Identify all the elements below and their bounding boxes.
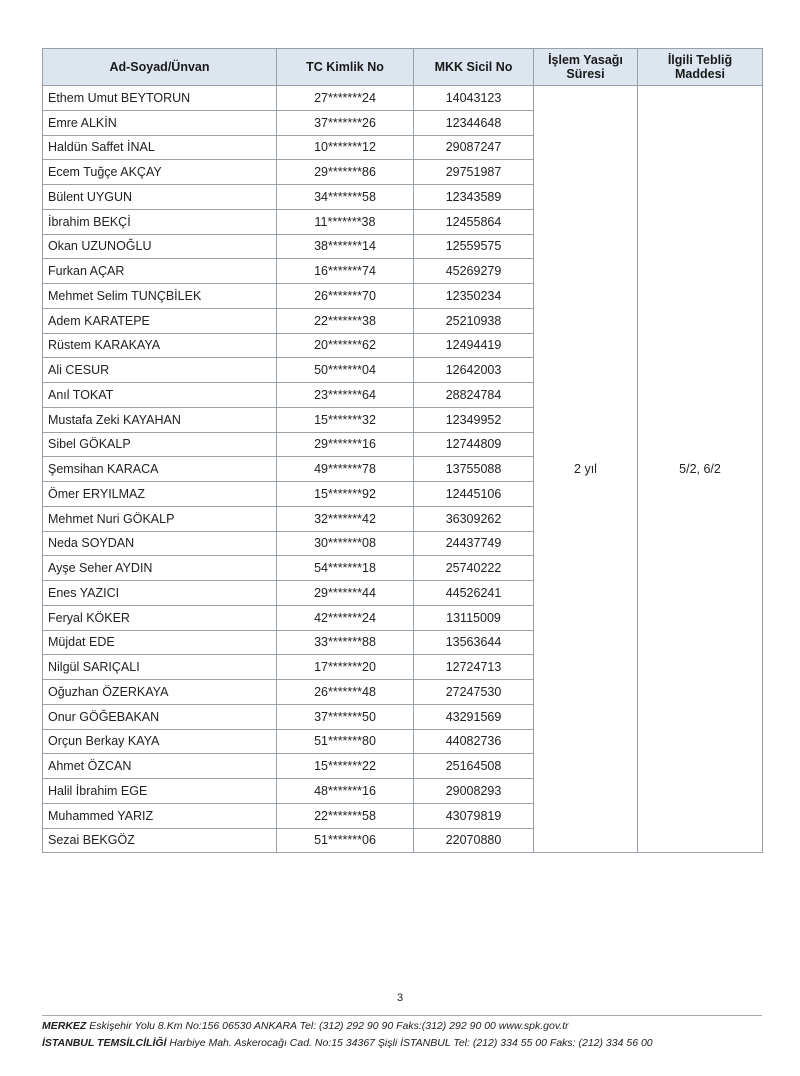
tc-id-number: 26*******48 <box>277 680 414 705</box>
person-name: Furkan AÇAR <box>43 259 277 284</box>
person-name: Orçun Berkay KAYA <box>43 729 277 754</box>
mkk-registry-number: 12724713 <box>414 655 534 680</box>
person-name: Ahmet ÖZCAN <box>43 754 277 779</box>
person-name: Mustafa Zeki KAYAHAN <box>43 407 277 432</box>
header-ban-duration <box>534 49 638 86</box>
tc-id-number: 34*******58 <box>277 185 414 210</box>
header-article-line2: Maddesi <box>674 67 725 81</box>
mkk-registry-number: 24437749 <box>414 531 534 556</box>
table-header-row <box>43 49 763 86</box>
person-name: Adem KARATEPE <box>43 308 277 333</box>
header-article-line1: İlgili Tebliğ <box>667 53 733 67</box>
footer-istanbul-office <box>42 1037 653 1049</box>
tc-id-number: 50*******04 <box>277 358 414 383</box>
tc-id-number: 51*******80 <box>277 729 414 754</box>
person-name: Bülent UYGUN <box>43 185 277 210</box>
mkk-registry-number: 28824784 <box>414 383 534 408</box>
footer-istanbul-label: İSTANBUL TEMSİLCİLİĞİ <box>42 1037 167 1049</box>
person-name: Onur GÖĞEBAKAN <box>43 704 277 729</box>
mkk-registry-number: 43079819 <box>414 803 534 828</box>
person-name: Emre ALKİN <box>43 110 277 135</box>
mkk-registry-number: 29087247 <box>414 135 534 160</box>
tc-id-number: 20*******62 <box>277 333 414 358</box>
person-name: Mehmet Selim TUNÇBİLEK <box>43 284 277 309</box>
person-name: Ömer ERYILMAZ <box>43 482 277 507</box>
header-article <box>638 49 763 86</box>
mkk-registry-number: 44526241 <box>414 581 534 606</box>
tc-id-number: 23*******64 <box>277 383 414 408</box>
mkk-registry-number: 44082736 <box>414 729 534 754</box>
tc-id-number: 54*******18 <box>277 556 414 581</box>
mkk-registry-number: 45269279 <box>414 259 534 284</box>
mkk-registry-number: 25164508 <box>414 754 534 779</box>
person-name: Ecem Tuğçe AKÇAY <box>43 160 277 185</box>
person-name: Neda SOYDAN <box>43 531 277 556</box>
person-name: Haldün Saffet İNAL <box>43 135 277 160</box>
tc-id-number: 11*******38 <box>277 209 414 234</box>
mkk-registry-number: 14043123 <box>414 86 534 111</box>
tc-id-number: 33*******88 <box>277 630 414 655</box>
mkk-registry-number: 12494419 <box>414 333 534 358</box>
person-name: Rüstem KARAKAYA <box>43 333 277 358</box>
person-name: Sibel GÖKALP <box>43 432 277 457</box>
footer-headquarters <box>42 1020 569 1032</box>
person-name: Muhammed YARIZ <box>43 803 277 828</box>
tc-id-number: 15*******22 <box>277 754 414 779</box>
tc-id-number: 26*******70 <box>277 284 414 309</box>
mkk-registry-number: 12642003 <box>414 358 534 383</box>
tc-id-number: 37*******50 <box>277 704 414 729</box>
tc-id-number: 32*******42 <box>277 506 414 531</box>
tc-id-number: 15*******92 <box>277 482 414 507</box>
tc-id-number: 27*******24 <box>277 86 414 111</box>
tc-id-number: 48*******16 <box>277 779 414 804</box>
person-name: Nilgül SARIÇALI <box>43 655 277 680</box>
mkk-registry-number: 12350234 <box>414 284 534 309</box>
person-name: Oğuzhan ÖZERKAYA <box>43 680 277 705</box>
tc-id-number: 22*******38 <box>277 308 414 333</box>
person-name: Halil İbrahim EGE <box>43 779 277 804</box>
person-name: Okan UZUNOĞLU <box>43 234 277 259</box>
mkk-registry-number: 43291569 <box>414 704 534 729</box>
mkk-registry-number: 25210938 <box>414 308 534 333</box>
tc-id-number: 29*******44 <box>277 581 414 606</box>
tc-id-number: 51*******06 <box>277 828 414 853</box>
ban-duration-cell: 2 yıl <box>534 86 638 853</box>
tc-id-number: 22*******58 <box>277 803 414 828</box>
mkk-registry-number: 25740222 <box>414 556 534 581</box>
table-body <box>43 86 763 853</box>
mkk-registry-number: 12344648 <box>414 110 534 135</box>
tc-id-number: 10*******12 <box>277 135 414 160</box>
footer-hq-address: Eskişehir Yolu 8.Km No:156 06530 ANKARA Tel: (312) 292 90 90 Faks:(312) 292 90 00 www.spk.gov.tr <box>86 1020 569 1032</box>
tc-id-number: 49*******78 <box>277 457 414 482</box>
tc-id-number: 42*******24 <box>277 605 414 630</box>
article-cell: 5/2, 6/2 <box>638 86 763 853</box>
mkk-registry-number: 13755088 <box>414 457 534 482</box>
page-number: 3 <box>396 992 404 1004</box>
footer-divider <box>42 1015 762 1016</box>
footer-istanbul-address: Harbiye Mah. Askerocağı Cad. No:15 34367 Şişli İSTANBUL Tel: (212) 334 55 00 Faks: (212) 334 56 00 <box>166 1037 653 1049</box>
mkk-registry-number: 12455864 <box>414 209 534 234</box>
mkk-registry-number: 27247530 <box>414 680 534 705</box>
mkk-registry-number: 36309262 <box>414 506 534 531</box>
person-name: Ethem Umut BEYTORUN <box>43 86 277 111</box>
mkk-registry-number: 12559575 <box>414 234 534 259</box>
mkk-registry-number: 22070880 <box>414 828 534 853</box>
tc-id-number: 17*******20 <box>277 655 414 680</box>
table-row <box>43 86 763 111</box>
tc-id-number: 30*******08 <box>277 531 414 556</box>
person-name: İbrahim BEKÇİ <box>43 209 277 234</box>
header-name: Ad-Soyad/Ünvan <box>43 49 277 86</box>
mkk-registry-number: 13115009 <box>414 605 534 630</box>
tc-id-number: 16*******74 <box>277 259 414 284</box>
person-name: Anıl TOKAT <box>43 383 277 408</box>
mkk-registry-number: 12744809 <box>414 432 534 457</box>
mkk-registry-number: 29008293 <box>414 779 534 804</box>
footer-hq-label: MERKEZ <box>42 1020 87 1032</box>
tc-id-number: 38*******14 <box>277 234 414 259</box>
tc-id-number: 29*******16 <box>277 432 414 457</box>
tc-id-number: 29*******86 <box>277 160 414 185</box>
mkk-registry-number: 12445106 <box>414 482 534 507</box>
person-name: Ayşe Seher AYDIN <box>43 556 277 581</box>
mkk-registry-number: 29751987 <box>414 160 534 185</box>
header-mkk-no: MKK Sicil No <box>414 49 534 86</box>
mkk-registry-number: 13563644 <box>414 630 534 655</box>
header-ban-line1: İşlem Yasağı <box>548 53 623 67</box>
person-name: Ali CESUR <box>43 358 277 383</box>
header-tc-id: TC Kimlik No <box>277 49 414 86</box>
sanctions-table <box>42 48 763 853</box>
tc-id-number: 15*******32 <box>277 407 414 432</box>
person-name: Müjdat EDE <box>43 630 277 655</box>
person-name: Şemsihan KARACA <box>43 457 277 482</box>
person-name: Mehmet Nuri GÖKALP <box>43 506 277 531</box>
person-name: Feryal KÖKER <box>43 605 277 630</box>
tc-id-number: 37*******26 <box>277 110 414 135</box>
person-name: Sezai BEKGÖZ <box>43 828 277 853</box>
mkk-registry-number: 12349952 <box>414 407 534 432</box>
person-name: Enes YAZICI <box>43 581 277 606</box>
header-ban-line2: Süresi <box>566 67 605 81</box>
mkk-registry-number: 12343589 <box>414 185 534 210</box>
